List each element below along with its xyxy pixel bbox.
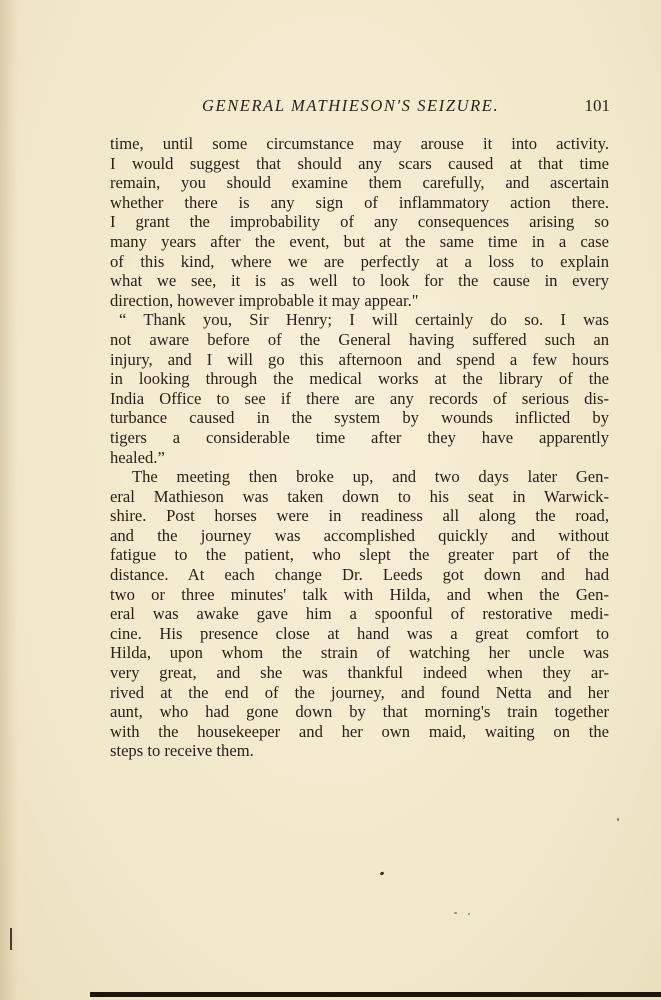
text-line: of this kind, where we are perfectly at a loss to explain: [110, 251, 609, 271]
text-line: what we see, it is as well to look for the cause in every: [110, 271, 609, 291]
text-line: healed.”: [110, 447, 165, 467]
text-line: with the housekeeper and her own maid, waiting on the: [110, 721, 609, 741]
text-line: distance. At each change Dr. Leeds got down and had: [110, 565, 609, 585]
text-line: very great, and she was thankful indeed when they ar-: [110, 663, 609, 683]
page-bottom-edge: [90, 992, 661, 997]
text-line: and the journey was accomplished quickly and without: [110, 525, 609, 545]
text-line: The meeting then broke up, and two days later Gen-: [132, 467, 609, 487]
text-line: rived at the end of the journey, and found Netta and her: [110, 682, 609, 702]
text-line: aunt, who had gone down by that morning's train together: [110, 702, 609, 722]
text-line: direction, however improbable it may appear.": [110, 290, 419, 310]
text-line: two or three minutes' talk with Hilda, and when the Gen-: [110, 584, 609, 604]
text-line: remain, you should examine them carefully, and ascertain: [110, 173, 609, 193]
ink-fleck: [617, 818, 619, 821]
ink-fleck: [468, 913, 470, 915]
gutter-shadow: [0, 0, 18, 1000]
text-line: not aware before of the General having suffered such an: [110, 329, 609, 349]
text-line: steps to receive them.: [110, 741, 254, 761]
running-title: GENERAL MATHIESON'S SEIZURE.: [202, 96, 500, 115]
text-line: in looking through the medical works at the library of the: [110, 369, 609, 389]
text-line: India Office to see if there are any records of serious dis-: [110, 388, 609, 408]
text-line: tigers a considerable time after they have apparently: [110, 427, 609, 447]
page-header: [110, 96, 610, 120]
body-text: [110, 134, 609, 761]
text-line: time, until some circumstance may arouse it into activity.: [110, 134, 609, 153]
page-number: 101: [584, 96, 610, 115]
text-line: “ Thank you, Sir Henry; I will certainly do so. I was: [119, 310, 609, 330]
text-line: I grant the improbability of any consequences arising so: [110, 212, 609, 232]
text-line: Hilda, upon whom the strain of watching her uncle was: [110, 643, 609, 663]
text-line: many years after the event, but at the same time in a case: [110, 231, 609, 251]
margin-mark: [10, 928, 12, 950]
text-line: cine. His presence close at hand was a great comfort to: [110, 623, 609, 643]
text-line: injury, and I will go this afternoon and spend a few hours: [110, 349, 609, 369]
ink-fleck: [380, 871, 385, 876]
text-line: eral Mathieson was taken down to his seat in Warwick-: [110, 486, 609, 506]
text-line: fatigue to the patient, who slept the greater part of the: [110, 545, 609, 565]
ink-fleck: [454, 912, 457, 914]
text-line: eral was awake gave him a spoonful of restorative medi-: [110, 604, 609, 624]
text-line: shire. Post horses were in readiness all along the road,: [110, 506, 609, 526]
text-line: I would suggest that should any scars caused at that time: [110, 153, 609, 173]
text-line: whether there is any sign of inflammatory action there.: [110, 192, 609, 212]
text-line: turbance caused in the system by wounds inflicted by: [110, 408, 609, 428]
